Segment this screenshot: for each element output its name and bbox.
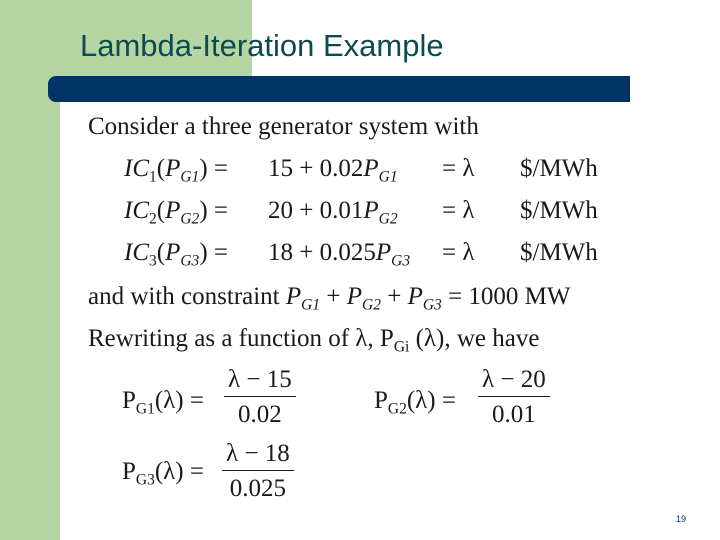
equation-rhs: $18 + 0.025P_{G3}$: [268, 239, 411, 270]
rewrite-line: Rewriting as a function of λ, $P_{Gi}$ (λ), we have: [88, 325, 540, 356]
solution-3-fraction: [222, 440, 294, 503]
equation-lambda: = λ: [442, 197, 475, 224]
equation-lhs: $IC_2(P_{G2})$ =: [124, 197, 228, 228]
equation-lambda: = λ: [442, 239, 475, 266]
page-number: 19: [676, 514, 687, 524]
fraction-numerator: λ − 20: [478, 366, 550, 397]
equation-lhs: $IC_3(P_{G3})$ =: [124, 239, 228, 270]
constraint-line: and with constraint $P_{G1} + P_{G2} + P_{G3} = 1000$ MW: [88, 283, 571, 314]
fraction-denominator: 0.02: [237, 401, 282, 428]
equation-unit: $/MWh: [520, 239, 598, 266]
solution-1-fraction: [224, 366, 296, 429]
constraint-prefix: and with constraint: [88, 283, 280, 310]
decorative-green-strip: [0, 88, 60, 540]
title-underline-bar: [48, 76, 630, 102]
fraction-numerator: λ − 18: [222, 440, 294, 471]
equation-unit: $/MWh: [520, 155, 598, 182]
solution-2-label: $P_{G2}(\lambda)$ =: [374, 387, 456, 418]
equation-lambda: = λ: [442, 155, 475, 182]
equation-unit: $/MWh: [520, 197, 598, 224]
equation-rhs: $15 + 0.02P_{G1}$: [268, 155, 398, 186]
solution-1-label: $P_{G1}(\lambda)$ =: [122, 387, 204, 418]
fraction-denominator: 0.025: [229, 475, 286, 502]
slide-title: Lambda-Iteration Example: [80, 28, 444, 63]
fraction-numerator: λ − 15: [224, 366, 296, 397]
intro-text: Consider a three generator system with: [88, 113, 479, 140]
fraction-denominator: 0.01: [491, 401, 536, 428]
solution-2-fraction: [478, 366, 550, 429]
solution-3-label: $P_{G3}(\lambda)$ =: [122, 458, 204, 489]
equation-rhs: $20 + 0.01P_{G2}$: [268, 197, 398, 228]
equation-lhs: $IC_1(P_{G1})$ =: [124, 155, 228, 186]
